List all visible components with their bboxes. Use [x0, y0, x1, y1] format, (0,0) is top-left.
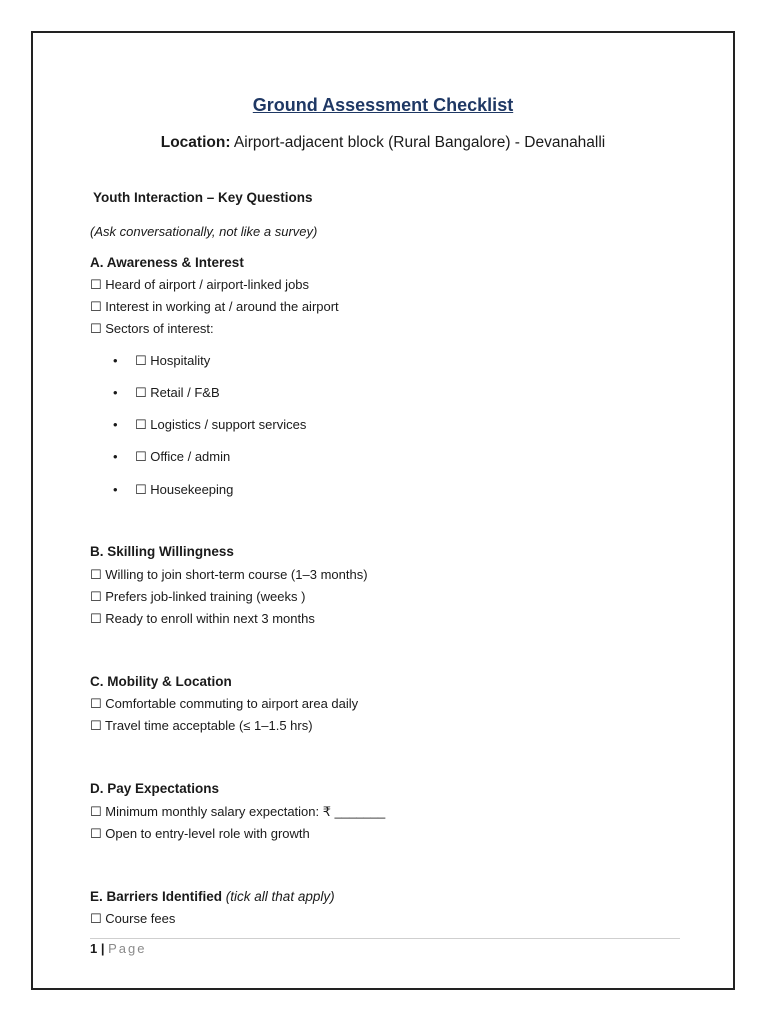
sub-item-label: ☐ Hospitality [135, 353, 211, 368]
bullet-icon: • [113, 417, 118, 432]
bullet-icon: • [113, 482, 118, 497]
checklist-item-salary-expectation[interactable]: ☐ Minimum monthly salary expectation: ₹ _______ [90, 804, 386, 819]
checklist-item-interest-working[interactable]: ☐ Interest in working at / around the airport [90, 299, 339, 314]
document-page [31, 31, 735, 990]
bullet-icon: • [113, 385, 118, 400]
section-heading: Youth Interaction – Key Questions [93, 190, 313, 205]
checklist-item-entry-level-role[interactable]: ☐ Open to entry-level role with growth [90, 826, 310, 841]
checklist-item-short-term-course[interactable]: ☐ Willing to join short-term course (1–3 months) [90, 567, 368, 582]
page-number: 1 [90, 941, 98, 956]
section-d-heading: D. Pay Expectations [90, 781, 220, 796]
location-line [33, 134, 733, 152]
section-e-note: (tick all that apply) [222, 889, 335, 904]
checklist-item-travel-time[interactable]: ☐ Travel time acceptable (≤ 1–1.5 hrs) [90, 718, 313, 733]
section-e-title: E. Barriers Identified [90, 889, 223, 904]
section-a-heading: A. Awareness & Interest [90, 255, 244, 270]
section-note: (Ask conversationally, not like a survey) [90, 224, 318, 239]
bullet-icon: • [113, 353, 118, 368]
location-value: Airport-adjacent block (Rural Bangalore) - Devanahalli [230, 134, 606, 151]
page-footer [90, 941, 146, 956]
footer-separator: | [97, 941, 109, 956]
checklist-item-commuting[interactable]: ☐ Comfortable commuting to airport area daily [90, 696, 359, 711]
bullet-icon: • [113, 449, 118, 464]
section-b-heading: B. Skilling Willingness [90, 544, 234, 559]
footer-divider [90, 938, 680, 939]
location-label: Location: [160, 134, 231, 151]
sub-item-label: ☐ Housekeeping [135, 482, 234, 497]
sub-item-label: ☐ Office / admin [135, 449, 231, 464]
sub-item-label: ☐ Logistics / support services [135, 417, 307, 432]
section-c-heading: C. Mobility & Location [90, 674, 232, 689]
checklist-item-sectors-of-interest[interactable]: ☐ Sectors of interest: [90, 321, 214, 336]
checklist-item-course-fees[interactable]: ☐ Course fees [90, 911, 176, 926]
page-title: Ground Assessment Checklist [252, 95, 514, 115]
checklist-item-ready-to-enroll[interactable]: ☐ Ready to enroll within next 3 months [90, 611, 315, 626]
section-e-heading [90, 889, 335, 904]
checklist-item-heard-of-airport[interactable]: ☐ Heard of airport / airport-linked jobs [90, 277, 310, 292]
page-label: Page [108, 941, 147, 956]
checklist-item-job-linked-training[interactable]: ☐ Prefers job-linked training (weeks ) [90, 589, 306, 604]
sub-item-label: ☐ Retail / F&B [135, 385, 220, 400]
